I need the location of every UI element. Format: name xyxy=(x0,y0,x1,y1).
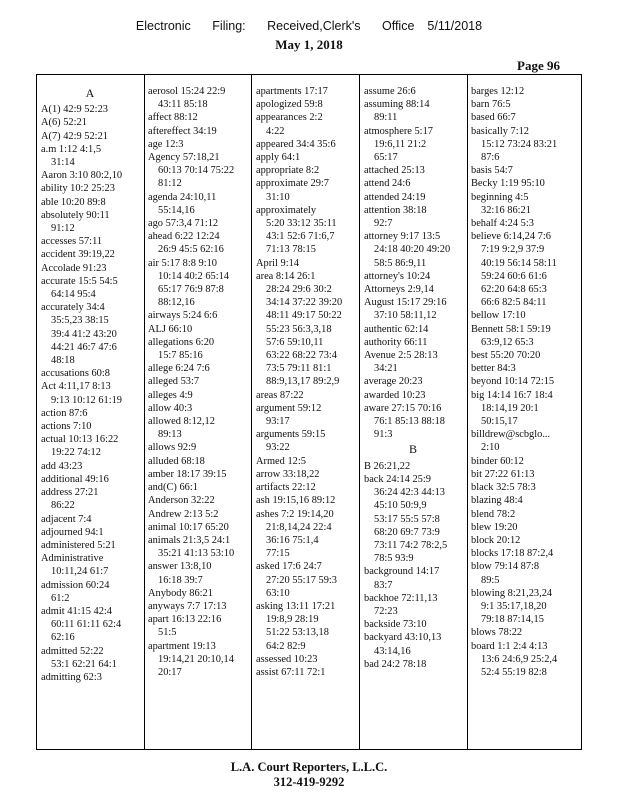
index-entry-continuation: 93:22 xyxy=(266,442,290,454)
section-letter-heading: B xyxy=(408,443,417,457)
index-entry: bad 24:2 78:18 xyxy=(364,658,427,670)
index-column-5 xyxy=(471,85,569,679)
index-entry: approximately xyxy=(256,204,317,216)
index-entry: alluded 68:18 xyxy=(148,455,205,467)
index-entry: attention 38:18 xyxy=(364,204,427,216)
index-entry: average 20:23 xyxy=(364,376,423,388)
index-entry-continuation: 43:11 85:18 xyxy=(158,99,208,111)
index-entry: blew 19:20 xyxy=(471,521,518,533)
index-entry: animal 10:17 65:20 xyxy=(148,521,229,533)
index-entry-continuation: 48:11 49:17 50:22 xyxy=(266,310,342,322)
index-entry: apply 64:1 xyxy=(256,152,301,164)
index-entry: absolutely 90:11 xyxy=(41,209,110,221)
index-entry: blowing 8:21,23,24 xyxy=(471,587,553,599)
index-entry: appeared 34:4 35:6 xyxy=(256,138,336,150)
index-entry: assume 26:6 xyxy=(364,86,416,97)
index-entry-continuation: 15:12 73:24 83:21 xyxy=(481,138,558,150)
index-entry: bellow 17:10 xyxy=(471,310,526,322)
index-entry: actual 10:13 16:22 xyxy=(41,434,119,446)
index-entry-continuation: 83:7 xyxy=(374,579,393,591)
index-entry-continuation: 40:19 56:14 58:11 xyxy=(481,257,557,269)
index-entry: address 27:21 xyxy=(41,487,99,499)
index-entry: ALJ 66:10 xyxy=(148,323,193,335)
index-entry-continuation: 63:10 xyxy=(266,587,290,599)
index-entry-continuation: 24:18 40:20 49:20 xyxy=(374,244,451,256)
index-entry: arguments 59:15 xyxy=(256,429,326,441)
index-entry: administered 5:21 xyxy=(41,539,116,551)
index-entry: aerosol 15:24 22:9 xyxy=(148,86,226,97)
index-entry: blow 79:14 87:8 xyxy=(471,561,540,573)
stamp-received: Received,Clerk's xyxy=(267,19,361,33)
index-entry-continuation: 16:18 39:7 xyxy=(158,574,203,586)
index-entry-continuation: 5:20 33:12 35:11 xyxy=(266,218,337,230)
index-entry: Becky 1:19 95:10 xyxy=(471,178,545,190)
index-entry: Bennett 58:1 59:19 xyxy=(471,323,551,335)
index-entry-continuation: 9:13 10:12 61:19 xyxy=(51,394,123,406)
index-entry: asking 13:11 17:21 xyxy=(256,600,336,612)
index-entry: ashes 7:2 19:14,20 xyxy=(256,508,334,520)
index-entry-continuation: 28:24 29:6 30:2 xyxy=(266,284,332,296)
index-entry: arrow 33:18,22 xyxy=(256,468,320,480)
index-entry-continuation: 76:1 85:13 88:18 xyxy=(374,416,446,428)
index-entry-continuation: 72:23 xyxy=(374,605,398,617)
index-entry: and(C) 66:1 xyxy=(148,482,198,494)
index-entry-continuation: 52:4 55:19 82:8 xyxy=(481,666,547,678)
index-entry: authority 66:11 xyxy=(364,336,428,348)
index-entry-continuation: 62:20 64:8 65:3 xyxy=(481,284,547,296)
index-entry: artifacts 22:12 xyxy=(256,482,316,494)
index-entry: black 32:5 78:3 xyxy=(471,482,536,494)
index-entry: assist 67:11 72:1 xyxy=(256,666,326,678)
index-entry: awarded 10:23 xyxy=(364,389,426,401)
index-entry-continuation: 31:10 xyxy=(266,191,290,203)
index-entry: allegations 6:20 xyxy=(148,336,215,348)
index-entry: Attorneys 2:9,14 xyxy=(364,284,434,296)
index-entry-continuation: 68:20 69:7 73:9 xyxy=(374,526,440,538)
index-entry-continuation: 31:14 xyxy=(51,157,75,169)
reporter-company: L.A. Court Reporters, L.L.C. xyxy=(230,760,388,774)
index-entry: admitted 52:22 xyxy=(41,645,104,657)
index-entry: accesses 57:11 xyxy=(41,236,103,248)
index-entry-continuation: 36:24 42:3 44:13 xyxy=(374,487,446,499)
index-entry-continuation: 73:11 74:2 78:2,5 xyxy=(374,539,448,551)
index-entry: backside 73:10 xyxy=(364,619,427,631)
index-entry-continuation: 62:16 xyxy=(51,632,75,644)
section-letter-heading: A xyxy=(85,87,95,100)
index-entry: allege 6:24 7:6 xyxy=(148,363,210,375)
index-entry: assessed 10:23 xyxy=(256,653,318,665)
index-entry: argument 59:12 xyxy=(256,402,322,414)
index-entry: anyways 7:7 17:13 xyxy=(148,600,227,612)
index-entry: blocks 17:18 87:2,4 xyxy=(471,548,554,560)
index-entry-continuation: 73:5 79:11 81:1 xyxy=(266,363,332,375)
index-entry-continuation: 7:19 9:2,9 37:9 xyxy=(481,244,545,256)
index-entry: ago 57:3,4 71:12 xyxy=(148,218,219,230)
index-entry-continuation: 37:10 58:11,12 xyxy=(374,310,437,322)
electronic-filing-stamp xyxy=(0,19,618,33)
index-entry-continuation: 53:17 55:5 57:8 xyxy=(374,513,440,525)
index-entry-continuation: 10:11,24 61:7 xyxy=(51,566,109,578)
index-entry-continuation: 19:14,21 20:10,14 xyxy=(158,653,234,665)
index-entry-continuation: 15:7 85:16 xyxy=(158,350,203,362)
index-entry-continuation: 88:12,16 xyxy=(158,297,195,309)
index-entry: basically 7:12 xyxy=(471,125,530,137)
index-entry-continuation: 60:11 61:11 62:4 xyxy=(51,619,122,631)
index-entry: back 24:14 25:9 xyxy=(364,473,431,485)
index-entry-continuation: 91:12 xyxy=(51,223,75,235)
index-entry: admitting 62:3 xyxy=(41,671,102,683)
index-entry: backhoe 72:11,13 xyxy=(364,592,438,604)
index-entry: ahead 6:22 12:24 xyxy=(148,231,220,243)
index-entry: agenda 24:10,11 xyxy=(148,191,217,203)
index-entry-continuation: 88:9,13,17 89:2,9 xyxy=(266,376,340,388)
index-entry: big 14:14 16:7 18:4 xyxy=(471,389,553,401)
index-entry: Administrative xyxy=(41,553,104,565)
index-entry: B 26:21,22 xyxy=(364,460,411,472)
footer xyxy=(0,760,618,790)
index-entry-continuation: 36:16 75:1,4 xyxy=(266,534,319,546)
index-entry: atmosphere 5:17 xyxy=(364,125,433,137)
index-entry-continuation: 61:2 xyxy=(51,592,70,604)
index-entry: actions 7:10 xyxy=(41,421,92,433)
index-entry: additional 49:16 xyxy=(41,473,109,485)
index-entry-continuation: 66:6 82:5 84:11 xyxy=(481,297,547,309)
index-entry-continuation: 39:4 41:2 43:20 xyxy=(51,328,117,340)
index-entry: approximate 29:7 xyxy=(256,178,330,190)
index-entry: alleges 4:9 xyxy=(148,389,193,401)
index-entry: ability 10:2 25:23 xyxy=(41,183,115,195)
index-entry-continuation: 55:14,16 xyxy=(158,204,195,216)
word-index-frame xyxy=(36,74,582,750)
stamp-date: 5/11/2018 xyxy=(427,19,483,33)
index-entry-continuation: 35:5,23 38:15 xyxy=(51,315,109,327)
index-entry: appearances 2:2 xyxy=(256,112,323,124)
index-entry-continuation: 19:8,9 28:19 xyxy=(266,614,319,626)
index-entry-continuation: 32:16 86:21 xyxy=(481,204,531,216)
index-entry: amber 18:17 39:15 xyxy=(148,468,227,480)
index-entry: appropriate 8:2 xyxy=(256,165,320,177)
index-entry-continuation: 34:14 37:22 39:20 xyxy=(266,297,343,309)
index-entry-continuation: 91:3 xyxy=(374,429,393,441)
index-entry: basis 54:7 xyxy=(471,165,513,177)
index-entry: barn 76:5 xyxy=(471,99,511,111)
index-entry-continuation: 13:6 24:6,9 25:2,4 xyxy=(481,653,558,665)
index-entry: attorney 9:17 13:5 xyxy=(364,231,441,243)
index-entry-continuation: 48:18 xyxy=(51,355,75,367)
index-entry-continuation: 64:14 95:4 xyxy=(51,289,96,301)
index-entry: barges 12:12 xyxy=(471,86,525,97)
index-entry-continuation: 89:13 xyxy=(158,429,182,441)
index-entry: April 9:14 xyxy=(256,257,300,269)
index-entry: apartments 17:17 xyxy=(256,86,328,97)
index-entry-continuation: 92:7 xyxy=(374,218,393,230)
index-entry: Agency 57:18,21 xyxy=(148,152,220,164)
index-entry: Aaron 3:10 80:2,10 xyxy=(41,170,123,182)
hearing-date: May 1, 2018 xyxy=(275,37,343,52)
index-entry: allow 40:3 xyxy=(148,402,193,414)
index-entry: binder 60:12 xyxy=(471,455,524,467)
stamp-electronic: Electronic xyxy=(135,19,191,33)
index-entry-continuation: 63:22 68:22 73:4 xyxy=(266,350,338,362)
index-entry-continuation: 63:9,12 65:3 xyxy=(481,336,534,348)
index-entry-continuation: 27:20 55:17 59:3 xyxy=(266,574,338,586)
index-entry: best 55:20 70:20 xyxy=(471,350,541,362)
index-entry: A(1) 42:9 52:23 xyxy=(41,104,108,116)
index-entry: Act 4:11,17 8:13 xyxy=(41,381,111,393)
index-entry: action 87:6 xyxy=(41,407,88,419)
index-entry: accusations 60:8 xyxy=(41,368,110,380)
index-entry: area 8:14 26:1 xyxy=(256,270,316,282)
index-entry: beginning 4:5 xyxy=(471,191,529,203)
column-divider xyxy=(251,75,252,749)
index-entry: asked 17:6 24:7 xyxy=(256,561,322,573)
index-entry: background 14:17 xyxy=(364,566,440,578)
index-entry: assuming 88:14 xyxy=(364,99,430,111)
index-entry: August 15:17 29:16 xyxy=(364,297,447,309)
index-entry: billdrew@scbglo... xyxy=(471,429,551,441)
index-entry: blows 78:22 xyxy=(471,627,523,639)
index-entry-continuation: 34:21 xyxy=(374,363,398,375)
index-entry-continuation: 78:5 93:9 xyxy=(374,553,414,565)
index-entry: Avenue 2:5 28:13 xyxy=(364,350,438,362)
index-entry-continuation: 77:15 xyxy=(266,548,290,560)
index-entry: attended 24:19 xyxy=(364,191,426,203)
column-divider xyxy=(359,75,360,749)
index-entry: A(7) 42:9 52:21 xyxy=(41,130,108,142)
index-entry: behalf 4:24 5:3 xyxy=(471,218,534,230)
index-entry: accident 39:19,22 xyxy=(41,249,115,261)
index-entry: apartment 19:13 xyxy=(148,640,216,652)
index-entry: ash 19:15,16 89:12 xyxy=(256,495,336,507)
index-entry-continuation: 64:2 82:9 xyxy=(266,640,306,652)
index-entry-continuation: 43:14,16 xyxy=(374,645,411,657)
index-entry-continuation: 89:5 xyxy=(481,574,500,586)
index-entry-continuation: 51:22 53:13,18 xyxy=(266,627,329,639)
index-entry: blazing 48:4 xyxy=(471,495,523,507)
index-entry-continuation: 21:8,14,24 22:4 xyxy=(266,521,332,533)
index-entry-continuation: 26:9 45:5 62:16 xyxy=(158,244,224,256)
index-entry: allows 92:9 xyxy=(148,442,197,454)
index-entry-continuation: 10:14 40:2 65:14 xyxy=(158,270,230,282)
index-entry: airways 5:24 6:6 xyxy=(148,310,218,322)
index-entry-continuation: 87:6 xyxy=(481,152,500,164)
index-entry: alleged 53:7 xyxy=(148,376,200,388)
index-entry: beyond 10:14 72:15 xyxy=(471,376,555,388)
index-entry: better 84:3 xyxy=(471,363,516,375)
index-entry: aftereffect 34:19 xyxy=(148,125,217,137)
index-entry-continuation: 50:15,17 xyxy=(481,416,518,428)
index-entry-continuation: 65:17 xyxy=(374,152,398,164)
index-entry-continuation: 55:23 56:3,3,18 xyxy=(266,323,332,335)
index-entry-continuation: 60:13 70:14 75:22 xyxy=(158,165,235,177)
index-entry: Accolade 91:23 xyxy=(41,262,107,274)
index-entry-continuation: 19:22 74:12 xyxy=(51,447,101,459)
index-entry-continuation: 59:24 60:6 61:6 xyxy=(481,270,547,282)
column-divider xyxy=(144,75,145,749)
index-entry-continuation: 20:17 xyxy=(158,666,182,678)
index-entry-continuation: 18:14,19 20:1 xyxy=(481,402,539,414)
index-entry: A(6) 52:21 xyxy=(41,117,87,129)
index-entry: answer 13:8,10 xyxy=(148,561,212,573)
index-entry: adjacent 7:4 xyxy=(41,513,92,525)
index-entry: allowed 8:12,12 xyxy=(148,416,215,428)
index-entry-continuation: 65:17 76:9 87:8 xyxy=(158,284,224,296)
index-entry: based 66:7 xyxy=(471,112,516,124)
index-entry-continuation: 58:5 86:9,11 xyxy=(374,257,427,269)
index-column-3 xyxy=(256,85,354,679)
index-entry: attorney's 10:24 xyxy=(364,270,431,282)
index-entry: backyard 43:10,13 xyxy=(364,632,442,644)
index-entry: Andrew 2:13 5:2 xyxy=(148,508,219,520)
index-entry: areas 87:22 xyxy=(256,389,304,401)
index-entry: a.m 1:12 4:1,5 xyxy=(41,143,102,155)
index-entry-continuation: 89:11 xyxy=(374,112,398,124)
page-number: Page 96 xyxy=(517,58,560,73)
index-entry: board 1:1 2:4 4:13 xyxy=(471,640,548,652)
index-column-4 xyxy=(364,85,462,671)
index-entry: affect 88:12 xyxy=(148,112,198,124)
index-entry-continuation: 79:18 87:14,15 xyxy=(481,614,544,626)
index-entry-continuation: 51:5 xyxy=(158,627,177,639)
index-entry-continuation: 86:22 xyxy=(51,500,75,512)
index-entry-continuation: 93:17 xyxy=(266,416,290,428)
index-entry: block 20:12 xyxy=(471,534,521,546)
index-entry: blend 78:2 xyxy=(471,508,516,520)
index-column-2 xyxy=(148,85,246,679)
index-entry: aware 27:15 70:16 xyxy=(364,402,442,414)
index-entry: attached 25:13 xyxy=(364,165,425,177)
index-entry: able 10:20 89:8 xyxy=(41,196,106,208)
index-entry: Anderson 32:22 xyxy=(148,495,215,507)
index-entry: air 5:17 8:8 9:10 xyxy=(148,257,217,269)
stamp-office: Office xyxy=(381,19,415,33)
index-entry: adjourned 94:1 xyxy=(41,526,104,538)
index-entry: Anybody 86:21 xyxy=(148,587,213,599)
index-entry-continuation: 9:1 35:17,18,20 xyxy=(481,600,547,612)
index-entry: add 43:23 xyxy=(41,460,83,472)
index-entry: animals 21:3,5 24:1 xyxy=(148,534,231,546)
index-entry: attend 24:6 xyxy=(364,178,411,190)
index-entry-continuation: 2:10 xyxy=(481,442,500,454)
index-entry-continuation: 53:1 62:21 64:1 xyxy=(51,658,117,670)
index-entry: apologized 59:8 xyxy=(256,99,323,111)
index-entry-continuation: 57:6 59:10,11 xyxy=(266,336,324,348)
index-entry-continuation: 35:21 41:13 53:10 xyxy=(158,548,235,560)
index-entry: age 12:3 xyxy=(148,138,184,150)
index-entry-continuation: 19:6,11 21:2 xyxy=(374,138,427,150)
index-entry: Armed 12:5 xyxy=(256,455,306,467)
index-entry: admit 41:15 42:4 xyxy=(41,605,112,617)
index-entry: admission 60:24 xyxy=(41,579,110,591)
index-entry-continuation: 4:22 xyxy=(266,125,285,137)
index-entry: apart 16:13 22:16 xyxy=(148,614,222,626)
index-entry-continuation: 43:1 52:6 71:6,7 xyxy=(266,231,335,243)
index-entry: bit 27:22 61:13 xyxy=(471,468,535,480)
stamp-filing: Filing: xyxy=(212,19,246,33)
index-entry-continuation: 44:21 46:7 47:6 xyxy=(51,341,117,353)
index-entry: accurately 34:4 xyxy=(41,302,105,314)
reporter-phone: 312-419-9292 xyxy=(273,775,345,789)
index-entry: believe 6:14,24 7:6 xyxy=(471,231,551,243)
index-entry: accurate 15:5 54:5 xyxy=(41,275,118,287)
index-entry-continuation: 71:13 78:15 xyxy=(266,244,316,256)
index-entry-continuation: 45:10 50:9,9 xyxy=(374,500,427,512)
index-column-1 xyxy=(41,85,139,684)
index-entry: authentic 62:14 xyxy=(364,323,429,335)
index-entry-continuation: 81:12 xyxy=(158,178,182,190)
column-divider xyxy=(467,75,468,749)
